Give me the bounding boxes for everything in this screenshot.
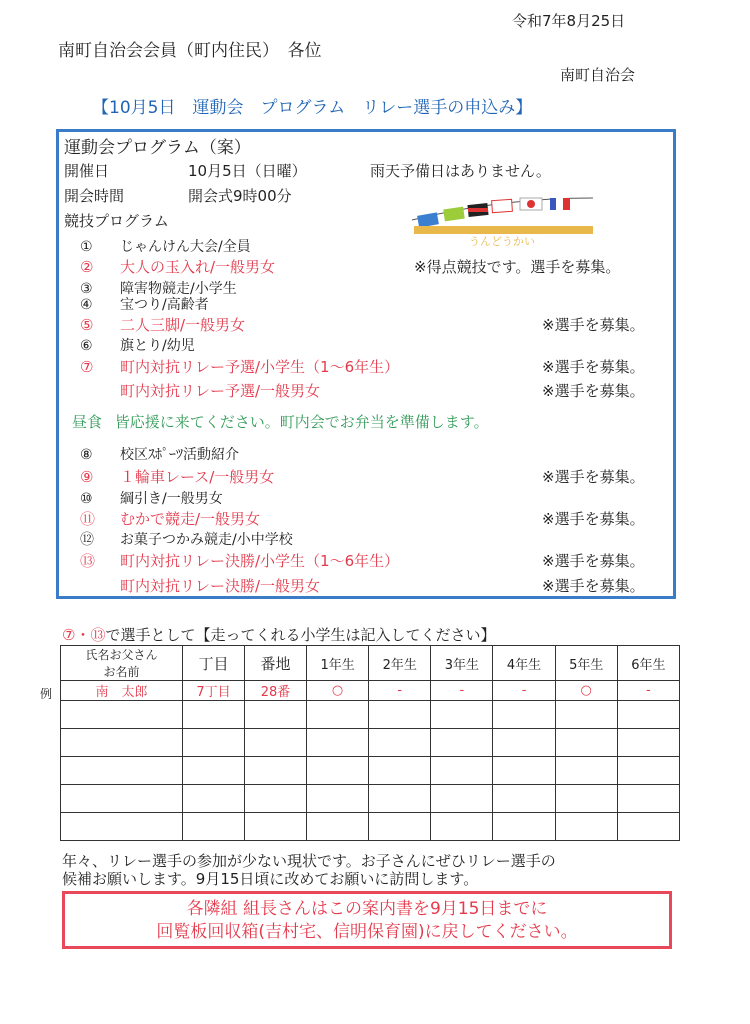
event-item xyxy=(80,575,320,596)
entry-cell[interactable] xyxy=(493,701,555,729)
event-item xyxy=(80,444,239,464)
event-note: ※選手を募集。 xyxy=(542,382,645,400)
entry-cell[interactable] xyxy=(431,701,493,729)
entry-cell[interactable] xyxy=(183,729,245,757)
example-cell: 南 太郎 xyxy=(61,681,183,701)
entry-cell[interactable] xyxy=(61,757,183,785)
example-cell: - xyxy=(493,681,555,701)
recipient: 南町自治会会員（町内住民） 各位 xyxy=(58,41,322,61)
entry-cell[interactable] xyxy=(431,757,493,785)
event-number: ⑧ xyxy=(80,447,93,463)
sender: 南町自治会 xyxy=(560,66,636,84)
event-number: ⑩ xyxy=(80,491,93,507)
event-name: １輪車レース/一般男女 xyxy=(120,468,275,486)
example-cell: - xyxy=(431,681,493,701)
entry-cell[interactable] xyxy=(245,757,307,785)
entry-row xyxy=(61,757,680,785)
entry-cell[interactable] xyxy=(245,785,307,813)
events-heading: 競技プログラム xyxy=(64,212,169,230)
entry-cell[interactable] xyxy=(307,729,369,757)
event-item xyxy=(80,488,223,508)
entry-cell[interactable] xyxy=(369,757,431,785)
entry-cell[interactable] xyxy=(61,785,183,813)
event-name: むかで競走/一般男女 xyxy=(120,510,261,528)
event-name: 町内対抗リレー決勝/一般男女 xyxy=(120,577,321,595)
entry-cell[interactable] xyxy=(183,813,245,841)
event-item xyxy=(80,466,274,487)
date-value: 10月5日（日曜） xyxy=(188,162,307,180)
event-name: お菓子つかみ競走/小中学校 xyxy=(120,532,293,548)
event-note: ※得点競技です。選手を募集。 xyxy=(414,258,621,276)
program-heading: 運動会プログラム（案） xyxy=(64,138,251,158)
event-item xyxy=(80,529,293,549)
entry-cell[interactable] xyxy=(369,729,431,757)
entry-cell[interactable] xyxy=(245,729,307,757)
entry-cell[interactable] xyxy=(431,813,493,841)
entry-cell[interactable] xyxy=(431,729,493,757)
entry-cell[interactable] xyxy=(617,729,679,757)
event-item xyxy=(80,380,320,401)
date-label: 開催日 xyxy=(64,162,110,180)
event-name: 綱引き/一般男女 xyxy=(120,491,223,507)
entry-cell[interactable] xyxy=(493,757,555,785)
event-number: ④ xyxy=(80,297,93,313)
example-cell: - xyxy=(617,681,679,701)
event-name: 校区ｽﾎﾟｰﾂ活動紹介 xyxy=(120,447,239,463)
event-number: ⑥ xyxy=(80,338,93,354)
entry-cell[interactable] xyxy=(183,701,245,729)
event-name: 町内対抗リレー予選/小学生（1～6年生） xyxy=(120,358,400,376)
entry-cell[interactable] xyxy=(493,813,555,841)
entry-cell[interactable] xyxy=(245,813,307,841)
entry-table xyxy=(60,645,680,841)
heading-text: で選手として【走ってくれる小学生は記入してください】 xyxy=(105,626,496,644)
rain-note: 雨天予備日はありません。 xyxy=(370,162,551,180)
entry-table-heading xyxy=(62,624,495,645)
entry-cell[interactable] xyxy=(369,701,431,729)
entry-cell[interactable] xyxy=(245,701,307,729)
event-number: ① xyxy=(80,239,93,255)
event-item xyxy=(80,236,251,256)
event-item xyxy=(80,335,195,355)
example-cell: 28番 xyxy=(245,681,307,701)
example-cell: ○ xyxy=(555,681,617,701)
event-name: じゃんけん大会/全員 xyxy=(120,239,251,255)
entry-cell[interactable] xyxy=(183,757,245,785)
example-row xyxy=(61,681,680,701)
column-header: 番地 xyxy=(245,646,307,681)
example-label: 例 xyxy=(40,687,53,701)
column-header: 2年生 xyxy=(369,646,431,681)
column-header: 丁目 xyxy=(183,646,245,681)
event-name: 大人の玉入れ/一般男女 xyxy=(120,258,276,276)
entry-cell[interactable] xyxy=(555,701,617,729)
entry-row xyxy=(61,813,680,841)
entry-row xyxy=(61,729,680,757)
event-note: ※選手を募集。 xyxy=(542,577,645,595)
entry-cell[interactable] xyxy=(617,813,679,841)
event-number: ③ xyxy=(80,281,93,297)
entry-cell[interactable] xyxy=(307,757,369,785)
example-cell: 7丁目 xyxy=(183,681,245,701)
entry-cell[interactable] xyxy=(369,813,431,841)
entry-cell[interactable] xyxy=(493,729,555,757)
event-note: ※選手を募集。 xyxy=(542,316,645,334)
event-item xyxy=(80,508,260,529)
undokai-flag-banner xyxy=(410,190,595,250)
event-note: ※選手を募集。 xyxy=(542,358,645,376)
entry-cell[interactable] xyxy=(61,701,183,729)
event-note: ※選手を募集。 xyxy=(542,552,645,570)
entry-cell[interactable] xyxy=(555,729,617,757)
column-header: 3年生 xyxy=(431,646,493,681)
event-number: ② xyxy=(80,258,94,276)
document-title: 【10月5日 運動会 プログラム リレー選手の申込み】 xyxy=(92,98,533,118)
event-name: 二人三脚/一般男女 xyxy=(120,316,246,334)
entry-cell[interactable] xyxy=(431,785,493,813)
event-item xyxy=(80,294,209,314)
lunch-row xyxy=(72,411,489,432)
column-header: 4年生 xyxy=(493,646,555,681)
example-cell: ○ xyxy=(307,681,369,701)
entry-cell[interactable] xyxy=(617,701,679,729)
column-header: 5年生 xyxy=(555,646,617,681)
time-value: 開会式9時00分 xyxy=(188,187,292,205)
closing-line-1: 年々、リレー選手の参加が少ない現状です。お子さんにぜひリレー選手の xyxy=(62,852,556,870)
event-number: ⑨ xyxy=(80,468,94,486)
entry-row xyxy=(61,785,680,813)
entry-cell[interactable] xyxy=(369,785,431,813)
event-number: ⑪ xyxy=(80,510,96,528)
return-notice-box xyxy=(62,891,672,949)
entry-cell[interactable] xyxy=(617,785,679,813)
entry-row xyxy=(61,701,680,729)
column-header: 6年生 xyxy=(617,646,679,681)
event-name: 宝つり/高齢者 xyxy=(120,297,209,313)
entry-cell[interactable] xyxy=(61,813,183,841)
notice-line-1: 各隣組 組長さんはこの案内書を9月15日までに xyxy=(186,899,548,919)
entry-cell[interactable] xyxy=(493,785,555,813)
entry-cell[interactable] xyxy=(555,785,617,813)
event-note: ※選手を募集。 xyxy=(542,510,645,528)
event-note: ※選手を募集。 xyxy=(542,468,645,486)
column-header: 1年生 xyxy=(307,646,369,681)
event-name: 障害物競走/小学生 xyxy=(120,281,237,297)
time-label: 開会時間 xyxy=(64,187,125,205)
entry-cell[interactable] xyxy=(555,757,617,785)
entry-cell[interactable] xyxy=(555,813,617,841)
event-name: 町内対抗リレー予選/一般男女 xyxy=(120,382,321,400)
entry-cell[interactable] xyxy=(307,701,369,729)
event-name: 町内対抗リレー決勝/小学生（1～6年生） xyxy=(120,552,400,570)
entry-cell[interactable] xyxy=(61,729,183,757)
document-date: 令和7年8月25日 xyxy=(512,12,626,30)
column-header: 氏名お父さん お名前 xyxy=(61,646,183,681)
event-number: ⑦ xyxy=(80,358,94,376)
banner-text: うんどうかい xyxy=(469,235,535,248)
event-item xyxy=(80,314,245,335)
event-number: ⑫ xyxy=(80,532,94,548)
heading-marks: ⑦・⑬ xyxy=(62,626,106,644)
event-item xyxy=(80,550,399,571)
event-name: 旗とり/幼児 xyxy=(120,338,195,354)
entry-cell[interactable] xyxy=(307,785,369,813)
event-item xyxy=(80,356,399,377)
entry-cell[interactable] xyxy=(183,785,245,813)
example-cell: - xyxy=(369,681,431,701)
closing-line-2: 候補お願いします。9月15日頃に改めてお願いに訪問します。 xyxy=(62,870,479,888)
notice-line-2: 回覧板回収箱(吉村宅、信明保育園)に戻してください。 xyxy=(156,922,578,942)
entry-cell[interactable] xyxy=(307,813,369,841)
entry-cell[interactable] xyxy=(617,757,679,785)
event-item xyxy=(80,256,275,277)
lunch-label: 昼食 xyxy=(72,413,103,431)
event-number: ⑬ xyxy=(80,552,96,570)
event-number: ⑤ xyxy=(80,316,94,334)
lunch-text: 皆応援に来てください。町内会でお弁当を準備します。 xyxy=(114,413,489,431)
